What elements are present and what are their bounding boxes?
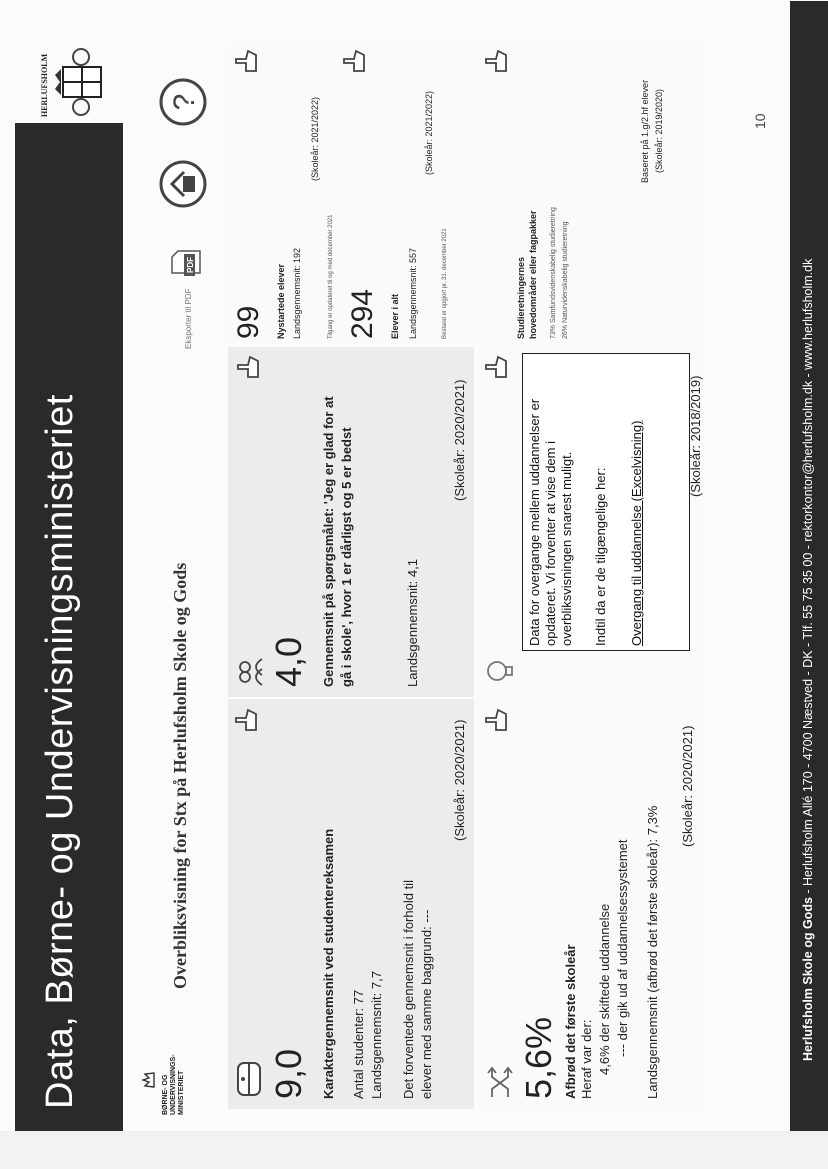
dropout-line-2: 4,6% der skiftede uddannelse [597,903,612,1075]
ministry-logo-line-1: BØRNE- OG [162,1074,169,1115]
grades-value: 9,0 [268,1048,309,1099]
total-students-title: Elever i alt [390,293,400,339]
wellbeing-panel [228,347,474,697]
school-logo-text: HERLUFSHOLM [40,53,49,117]
hand-pointer-icon[interactable] [482,47,510,75]
footer-school-name: Herlufsholm Skole og Gods [801,897,815,1061]
grades-expected-2: elever med samme baggrund: --- [419,909,434,1099]
total-students-year: (Skoleår: 2021/2022) [424,90,434,175]
footer-text: Herlufsholm Skole og Gods - Herlufsholm Allé 170 - 4700 Næstved - DK - Tlf. 55 75 35 00 - rektorkontor@herlufsholm.dk - www.herlufsholm.dk [801,258,815,1061]
dropout-year: (Skoleår: 2020/2021) [680,725,695,847]
total-students-national: Landsgennemsnit: 557 [408,247,418,339]
new-students-national: Landsgennemsnit: 192 [292,247,302,339]
study-line-item-1: 73% Samfundsvidenskabelig studieretning [550,207,557,339]
hand-pointer-icon[interactable] [340,47,368,75]
left-margin [0,1131,828,1169]
people-icon [236,657,264,687]
help-icon[interactable] [158,77,208,127]
new-students-note: Tilgang er opdateret til og med december 2021 [328,214,334,339]
dropout-panel [478,699,706,1109]
grades-expected-1: Det forventede gennemsnit i forhold til [401,880,416,1099]
home-icon[interactable] [158,159,208,209]
ministry-logo-line-2: UNDERVISNINGS- [170,1054,177,1115]
ministry-logo [140,999,210,1119]
study-lines-title-2: hovedområder eller fagpakker [528,210,538,339]
wellbeing-value: 4,0 [268,636,309,687]
shuffle-icon [486,1065,514,1099]
ministry-logo-line-3: MINISTERIET [178,1070,185,1115]
hand-pointer-icon[interactable] [232,706,260,734]
dropout-title: Afbrød det første skoleår [563,944,578,1099]
study-lines-title-1: Studieretningernes [516,256,526,339]
transition-line-2: opdateret. Vi forventer at vise dem i [543,441,558,646]
crown-icon [140,1071,158,1089]
new-students-title: Nystartede elever [276,263,286,339]
study-line-item-2: 26% Naturvidenskabelig studieretning [562,221,569,339]
transition-line-1: Data for overgange mellem uddannelser er [527,398,542,646]
lightbulb-icon [486,659,516,683]
dropout-line-3: --- der gik ud af uddannelsessystemet [615,839,630,1057]
students-panel [228,43,488,343]
wellbeing-national: Landsgennemsnit: 4,1 [405,559,420,687]
dropout-value: 5,6% [518,1016,559,1099]
transition-line-3: overbliksvisningen snarest muligt. [559,451,574,646]
wellbeing-title-2: gå i skole', hvor 1 er dårligst og 5 er bedst [339,427,354,687]
total-students-value: 294 [346,288,379,339]
page-subtitle: Overbliksvisning for Stx på Herlufsholm Skole og Gods [170,562,190,989]
hand-pointer-icon[interactable] [482,353,510,381]
dropout-line-1: Heraf var der: [579,1019,594,1099]
study-lines-panel [478,43,706,343]
graduation-cap-icon [234,1059,264,1099]
transition-notice-box [522,353,690,651]
study-lines-basis: Baseret på 1.g/2.hf elever [640,79,650,183]
wellbeing-year: (Skoleår: 2020/2021) [452,379,467,501]
page-number: 10 [752,113,768,129]
new-students-year: (Skoleår: 2021/2022) [310,96,320,181]
study-lines-year: (Skoleår: 2019/2020) [654,88,664,173]
svg-text:?: ? [168,93,201,111]
transition-year: (Skoleår: 2018/2019) [688,375,703,497]
pdf-icon[interactable] [170,247,202,277]
grades-year: (Skoleår: 2020/2021) [452,719,467,841]
grades-panel [228,699,474,1109]
hand-pointer-icon[interactable] [232,47,260,75]
footer-bar [790,1,828,1131]
transition-until: Indtil da er de tilgængelige her: [593,467,608,646]
dropout-national: Landsgennemsnit (afbrød det første skoleår): 7,3% [645,805,660,1099]
new-students-value: 99 [232,305,265,339]
grades-national: Landsgennemsnit: 7,7 [369,971,384,1099]
transition-excel-link[interactable]: Overgang til uddannelse (Excelvisning) [629,420,644,646]
total-students-note: Bestand er opgjort pr. 31. december 2021 [442,228,448,339]
school-crest-icon [55,47,107,117]
export-pdf-label[interactable]: Eksporter til PDF [184,288,193,349]
pdf-icon-label: PDF [186,257,195,273]
wellbeing-title-1: Gennemsnit på spørgsmålet: 'Jeg er glad for at [321,396,336,687]
title-bar [15,123,123,1131]
grades-title: Karaktergennemsnit ved studentereksamen [321,828,336,1099]
hand-pointer-icon[interactable] [482,706,510,734]
grades-students: Antal studenter: 77 [351,989,366,1099]
page-title: Data, Børne- og Undervisningsministeriet [39,394,81,1109]
hand-pointer-icon[interactable] [234,353,262,381]
